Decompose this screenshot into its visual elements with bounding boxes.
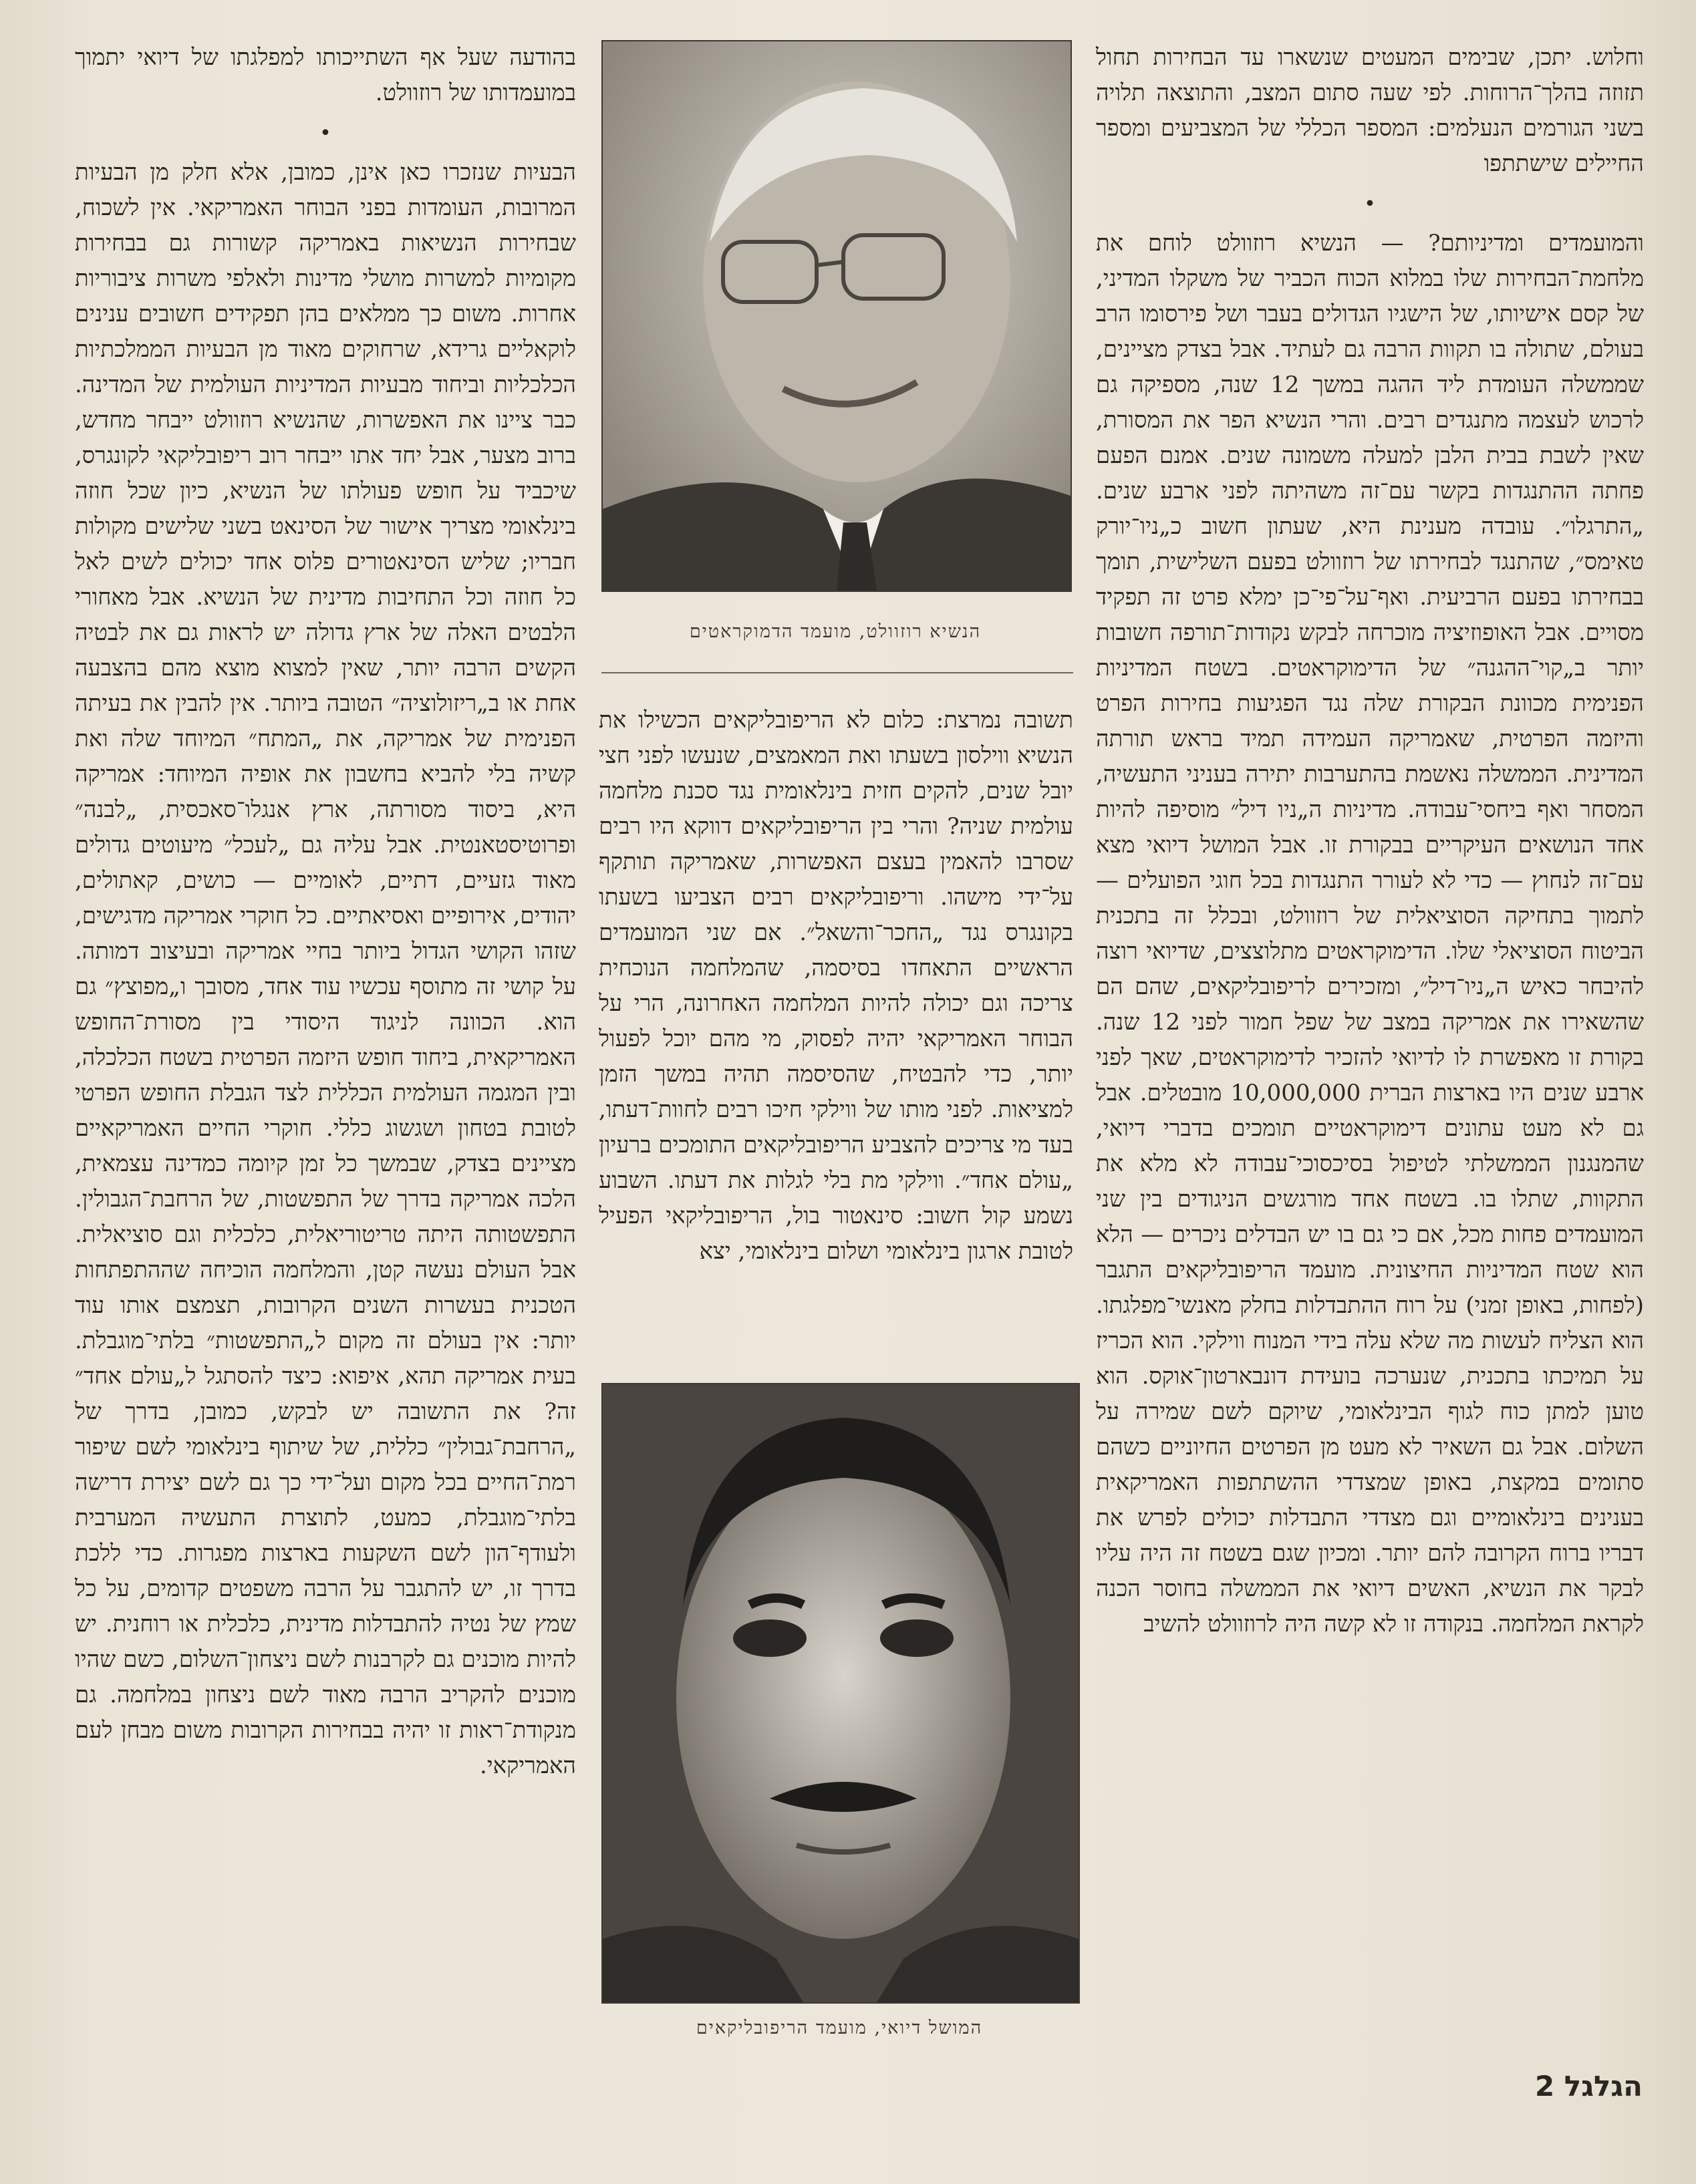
section-separator-dot: • [319,122,331,145]
article-column-right [1096,40,1644,1652]
article-column-left [75,40,576,1793]
section-separator-dot: • [1364,192,1376,216]
divider-line [601,672,1073,673]
paragraph: וחלוש. יתכן, שבימים המעטים שנשארו עד הבחירות תחול תזוזה בהלך־הרוחות. לפי שעה סתום המצב, והתוצאה תלויה בשני הגורמים הנעלמים: המספר הכללי של המצביעים ומספר החיילים שישתתפו [1096,44,1644,177]
article-column-middle [599,703,1073,1279]
paragraph: תשובה נמרצת: כלום לא הריפובליקאים הכשילו את הנשיא ווילסון בשעתו ואת המאמצים, שנעשו לפני חצי יובל שנים, להקים חזית בינלאומית נגד סכנת מלחמה עולמית שניה? והרי בין הריפובליקאים דווקא היו רבים שסרבו להאמין בעצם האפשרות, שאמריקה תותקף על־ידי מישהו. וריפובליקאים רבים הצביעו בשעתו בקונגרס נגד „החכר־והשאל״. אם שני המועמדים הראשיים התאחדו בסיסמה, שהמלחמה הנוכחית צריכה וגם יכולה להיות המלחמה האחרונה, הרי על הבוחר האמריקאי יהיה לפסוק, מי מהם יוכל לפעול יותר, כדי להבטיח, שהסיסמה תהיה במשך הזמן למציאות. לפני מותו של ווילקי חיכו רבים לחוות־דעתו, בעד מי צריכים להצביע הריפובליקאים התומכים ברעיון „עולם אחד״. ווילקי מת בלי לגלות את דעתו. השבוע נשמע קול חשוב: סינאטור בול, הריפובליקאי הפעיל לטובת ארגון בינלאומי ושלום בינלאומי, יצא [598,707,1073,1265]
photo-caption-dewey: המושל דיואי, מועמד הריפובליקאים [696,2018,983,2038]
photo-caption-roosevelt: הנשיא רוזוולט, מועמד הדמוקראטים [689,621,982,642]
paragraph: הבעיות שנזכרו כאן אינן, כמובן, אלא חלק מן הבעיות המרובות, העומדות בפני הבוחר האמריקאי. אין לשכוח, שבחירות הנשיאות באמריקה קשורות גם בבחירות מקומיות למשרות מושלי מדינות ולאלפי משרות ציבוריות אחרות. משום כך ממלאים בהן תפקידים חשובים ענינים לוקאליים גרידא, שרחוקים מאוד מן הבעיות הממלכתיות הכלכליות וביחוד מבעיות המדיניות העולמית של המדינה. כבר ציינו את האפשרות, שהנשיא רוזוולט ייבחר מחדש, ברוב מצער, אבל יחד אתו ייבחר רוב ריפובליקאי לקונגרס, שיכביד על חופש פעולתו של הנשיא, כיון שכל חוזה בינלאומי מצריך אישור של הסינאט בשני שלישים מקולות חבריו; שליש הסינאטורים פלוס אחד יכולים לשים לאל כל חוזה וכל התחיבות מדינית של הנשיא. אבל מאחורי הלבטים האלה של ארץ גדולה יש לראות גם את לבטיה הקשים הרבה יותר, שאין למצוא מוצא מהם בהצבעה אחת או ב„ריזולוציה״ הטובה ביותר. אין להבין את בעיתה הפנימית של אמריקה, את „המתח״ המיוחד שלה ואת קשיה בלי להביא בחשבון את אופיה המיוחד: אמריקה היא, ביסוד מסורתה, ארץ אנגלו־סאכסית, „לבנה״ ופרוטיסטאנטית. אבל עליה גם „לעכל״ מיעוטים גדולים מאוד גזעיים, דתיים, לאומיים — כושים, קאתולים, יהודים, אירופיים ואסיאתיים. כל חוקרי אמריקה מדגישים, שזהו הקושי הגדול ביותר בחיי אמריקה ובעיצוב דמותה. על קושי זה מתוסף עכשיו עוד אחד, מסובך ו„מפוצץ״ גם הוא. הכוונה לניגוד היסודי בין מסורת־החופש האמריקאית, ביחוד חופש היזמה הפרטית בשטח הכלכלה, ובין המגמה העולמית הכללית לצד הגבלת החופש הפרטי לטובת בטחון ושגשוג כללי. חוקרי החיים האמריקאיים מציינים בצדק, שבמשך כל זמן קיומה כמדינה עצמאית, הלכה אמריקה בדרך של התפשטות, של הרחבת־הגבולין. התפשטותה היתה טריטוריאלית, כלכלית וגם סוציאלית. אבל העולם נעשה קטן, והמלחמה הוכיחה שההתפתחות הטכנית בעשרות השנים הקרובות, תצמצם אותו עוד יותר: אין בעולם זה מקום ל„התפשטות״ בלתי־מוגבלת. בעית אמריקה תהא, איפוא: כיצד להסתגל ל„עולם אחד״ זה? את התשובה יש לבקש, כמובן, בדרך של „הרחבת־גבולין״ כללית, של שיתוף בינלאומי לשם שיפור רמת־החיים בכל מקום ועל־ידי כך גם לשם יצירת דרישה בלתי־מוגבלת, כמעט, לתוצרת התעשיה המערבית ולעודף־הון לשם השקעות בארצות מפגרות. כדי ללכת בדרך זו, יש להתגבר על הרבה משפטים קדומים, על כל שמץ של נטיה להתבדלות מדינית, כלכלית או רוחנית. יש להיות מוכנים גם לקרבנות לשם ניצחון־השלום, כשם שהיו מוכנים להקריב הרבה מאוד לשם ניצחון במלחמה. גם מנקודת־ראות זו יהיה בבחירות הקרובות משום מבחן לעם האמריקאי. [75,159,576,1779]
portrait-photo-roosevelt [601,40,1072,592]
portrait-photo-dewey [601,1383,1080,2004]
paragraph: בהודעה שעל אף השתייכותו למפלגתו של דיואי יתמוך במועמדותו של רוזוולט. [75,44,576,106]
page-folio: הגלגל 2 [1534,2070,1643,2102]
paragraph: והמועמדים ומדיניותם? — הנשיא רוזוולט לוחם את מלחמת־הבחירות שלו במלוא הכוח הכביר של משקלו המדיני, של קסם אישיותו, של הישגיו הגדולים בעבר ושל פירסומו הרב בעולם, שתולה בו תקוות הרבה גם לעתיד. אבל בצדק מציינים, שממשלה העומדת ליד ההגה במשך 12 שנה, מספיקה גם לרכוש לעצמה מתנגדים רבים. והרי הנשיא הפר את המסורת, שאין לשבת בבית הלבן למעלה משמונה שנים. אמנם הפעם פחתה ההתנגדות בקשר עם־זה משהיתה לפני ארבע שנים. „התרגלו״. עובדה מענינת היא, שעתון חשוב כ„ניו־יורק טאימס״, שהתנגד לבחירתו של רוזוולט בפעם השלישית, תומך בבחירתו בפעם הרביעית. ואף־על־פי־כן ימלא פרט זה תפקיד מסויים. אבל האופוזיציה מוכרחה לבקש נקודות־תורפה חשובות יותר ב„קוי־ההגנה״ של הדימוקראטים. בשטח המדיניות הפנימית מכוונת הבקורת שלה נגד הפגיעות בחירות הפרט והיזמה הפרטית, שאמריקה העמידה תמיד בראש תורתה המדינית. הממשלה נאשמת בהתערבות יתירה בעניני התעשיה, המסחר ואף ביחסי־עבודה. מדיניות ה„ניו דיל״ מוסיפה להיות אחד הנושאים העיקריים בבקורת זו. אבל המושל דיואי מצא עם־זה לנחוץ — כדי לא לעורר התנגדות בכל חוגי הפועלים — לתמוך בתחיקה הסוציאלית של רוזוולט, ובכלל זה בתכנית הביטוח הסוציאלי שלו. הדימוקראטים מתלוצצים, שדיואי רוצה להיבחר כאיש ה„ניו־דיל״, ומזכירים לריפובליקאים, שהם הם שהשאירו את אמריקה במצב של שפל חמור לפני 12 שנה. בקורת זו מאפשרת לו לדיואי להזכיר לדימוקראטים, שאך לפני ארבע שנים היו בארצות הברית 10,000,000 מובטלים. אבל גם לא מעט עתונים דימוקראטיים תומכים בדברי דיואי, שהמנגנון הממשלתי לטיפול בסיכסוכי־עבודה לא מלא את התקוות, שתלו בו. בשטח אחד מורגשים הניגודים בין שני המועמדים פחות מכל, אם כי גם בו יש הבדלים ניכרים — הלא הוא שטח המדיניות החיצונית. מועמד הריפובליקאים התגבר (לפחות, באופן זמני) על רוח ההתבדלות בחלק מאנשי־מפלגתו. הוא הצליח לעשות מה שלא עלה בידי המנוח ווילקי. הוא הכריז על תמיכתו בתכנית, שנערכה בועידת דונבארטון־אוקס. הוא טוען למתן כוח לגוף הבינלאומי, שיוקם לשם שמירה על השלום. אבל גם השאיר לא מעט מן הפרטים החיוניים כשהם סתומים במקצת, באופן שמצדדי ההשתתפות האמריקאית בענינים בינלאומיים וגם מצדדי התבדלות יכולים לפרש את דבריו ברוח הקרובה להם יותר. ומכיון שגם בשטח זה היה עליו לבקר את הנשיא, האשים דיואי את הממשלה בחוסר הכנה לקראת המלחמה. בנקודה זו לא קשה היה לרוזוולט להשיב [1096,230,1644,1637]
